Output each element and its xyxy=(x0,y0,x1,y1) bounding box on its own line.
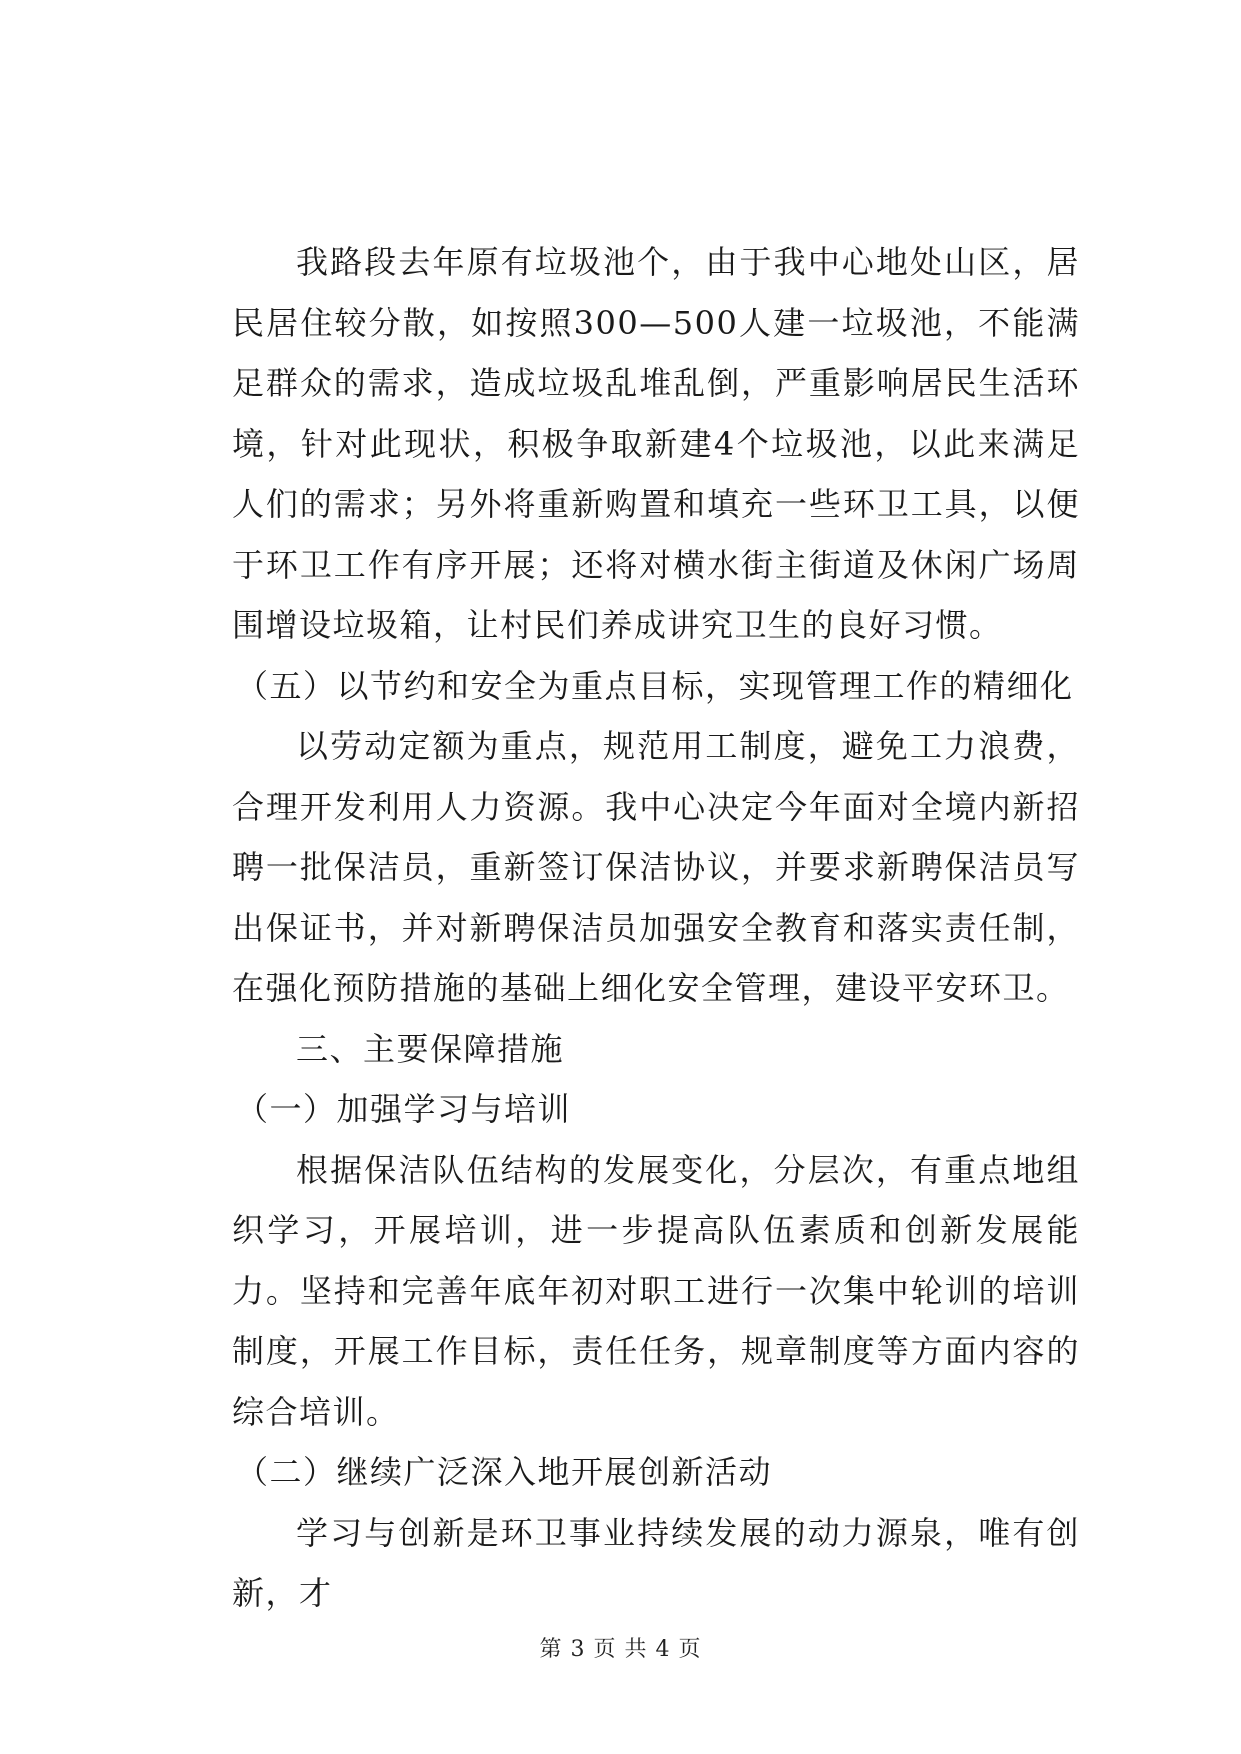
page-footer: 第 3 页 共 4 页 xyxy=(539,1637,702,1662)
subheading-one: （一）加强学习与培训 xyxy=(236,1090,572,1128)
section-heading-three: 三、主要保障措施 xyxy=(296,1029,565,1068)
paragraph-labor-quota: 以劳动定额为重点，规范用工制度，避免工力浪费，合理开发利用人力资源。我中心决定今年面对全境内新招聘一批保洁员，重新签订保洁协议，并要求新聘保洁员写出保证书，并对新聘保洁员加强安全教育和落实责任制，在强化预防措施的基础上细化安全管理，建设平安环卫。 xyxy=(232,727,1080,1007)
subheading-five: （五）以节约和安全为重点目标，实现管理工作的精细化 xyxy=(236,666,1074,705)
paragraph-garbage-pools: 我路段去年原有垃圾池个，由于我中心地处山区，居民居住较分散，如按照300—500人建一垃圾池，不能满足群众的需求，造成垃圾乱堆乱倒，严重影响居民生活环境，针对此现状，积极争取新建4个垃圾池，以此来满足人们的需求；另外将重新购置和填充一些环卫工具，以便于环卫工作有序开展；还将对横水街主街道及休闲广场周围增设垃圾箱，让村民们养成讲究卫生的良好习惯。 xyxy=(232,243,1080,644)
paragraph-innovation: 学习与创新是环卫事业持续发展的动力源泉，唯有创新，才 xyxy=(232,1513,1080,1612)
paragraph-training: 根据保洁队伍结构的发展变化，分层次，有重点地组织学习，开展培训，进一步提高队伍素质和创新发展能力。坚持和完善年底年初对职工进行一次集中轮训的培训制度，开展工作目标，责任任务，规章制度等方面内容的综合培训。 xyxy=(232,1150,1080,1431)
subheading-two: （二）继续广泛深入地开展创新活动 xyxy=(236,1453,773,1491)
document-body xyxy=(232,232,1080,1624)
